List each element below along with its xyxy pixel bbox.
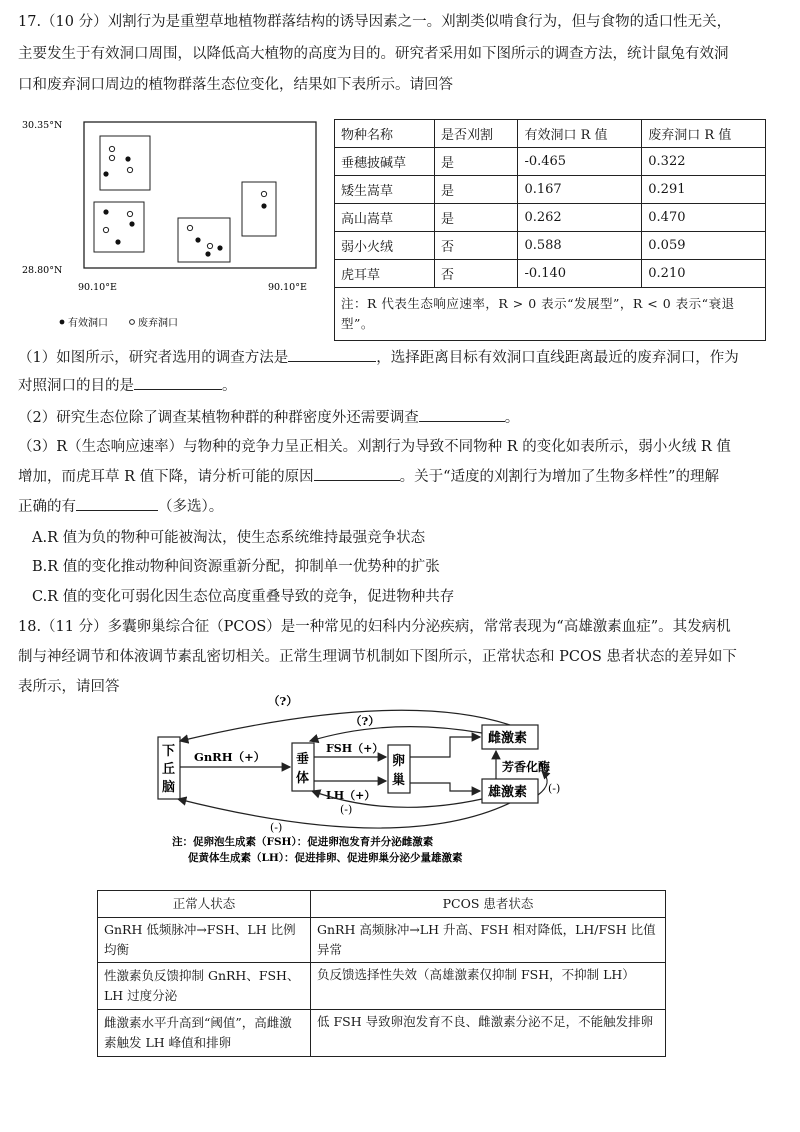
table-cell: 高山嵩草	[335, 204, 435, 232]
abandoned-hole	[109, 155, 114, 160]
outer-negative-label: (-)	[270, 821, 283, 834]
table-row	[335, 260, 766, 288]
table-cell: -0.465	[518, 148, 642, 176]
table-header-row	[335, 120, 766, 148]
legend-abandoned-label: 废弃洞口	[138, 318, 178, 329]
table-cell: 否	[434, 260, 517, 288]
table-cell: 是	[434, 148, 517, 176]
legend-effective-label: 有效洞口	[68, 318, 108, 329]
aromatase-neg-label: (-)	[548, 782, 561, 795]
q18-intro-line-3: 表所示，请回答	[18, 679, 120, 695]
table-cell: 低 FSH 导致卵泡发育不良、雌激素分泌不足，不能触发排卵	[311, 1010, 666, 1057]
q17-intro-line-2: 主要发生于有效洞口周围，以降低高大植物的高度为目的。研究者采用如下图所示的调查方法，统计鼠兔有效洞	[18, 46, 729, 62]
abandoned-hole	[207, 243, 212, 248]
q17-sub1-text-a: （1）如图所示，研究者选用的调查方法是	[18, 350, 289, 366]
answer-blank[interactable]	[76, 496, 158, 511]
ovary-char-2: 巢	[392, 773, 406, 788]
table-cell: 雌激素水平升高到“阈值”，高雌激素触发 LH 峰值和排卵	[98, 1010, 311, 1057]
table-header-cell: 物种名称	[335, 120, 435, 148]
lh-label: LH（+）	[326, 789, 376, 802]
option-a: A.R 值为负的物种可能被淘汰，使生态系统维持最强竞争状态	[32, 530, 426, 546]
abandoned-hole	[127, 211, 132, 216]
outer-question-label: （?）	[268, 695, 298, 708]
aromatase-label: 芳香化酶	[502, 760, 551, 774]
diagram-note-2: 促黄体生成素（LH）：促进排卵、促进卵巢分泌少量雄激素	[188, 852, 463, 864]
effective-hole	[103, 171, 108, 176]
table-cell: 负反馈选择性失效（高雄激素仅抑制 FSH，不抑制 LH）	[311, 963, 666, 1010]
q18-intro-line-1: 18.（11 分）多囊卵巢综合征（PCOS）是一种常见的妇科内分泌疾病，常常表现为“高雄激素血症”。其发病机	[18, 619, 731, 635]
table-cell: 是	[434, 204, 517, 232]
table-cell: 0.322	[642, 148, 766, 176]
gnrh-label: GnRH（+）	[194, 750, 266, 764]
table-cell: GnRH 低频脉冲→FSH、LH 比例均衡	[98, 918, 311, 963]
q17-sub1-line-2	[18, 375, 237, 396]
table-cell: 矮生嵩草	[335, 176, 435, 204]
plot-quadrat-3	[178, 218, 230, 262]
plot-quadrat-2	[94, 202, 144, 252]
q17-sub1-text-b: ，选择距离目标有效洞口直线距离最近的废弃洞口，作为	[376, 350, 739, 366]
inner-negative-label: (-)	[340, 803, 353, 816]
abandoned-hole	[127, 167, 132, 172]
table-row	[335, 232, 766, 260]
table-cell: 0.470	[642, 204, 766, 232]
answer-blank[interactable]	[288, 347, 376, 362]
normal-vs-pcos-table	[97, 890, 666, 1057]
q17-intro-line-1: 17.（10 分）刈割行为是重塑草地植物群落结构的诱导因素之一。刈割类似啃食行为，但与食物的适口性无关，	[18, 14, 732, 30]
table-cell: 垂穗披碱草	[335, 148, 435, 176]
abandoned-hole	[103, 227, 108, 232]
q17-sub3-text-e: （多选）。	[158, 499, 224, 515]
table-cell: 0.210	[642, 260, 766, 288]
table-cell: GnRH 高频脉冲→LH 升高、FSH 相对降低，LH/FSH 比值异常	[311, 918, 666, 963]
table-cell: 0.588	[518, 232, 642, 260]
table-note: 注：R 代表生态响应速率，R > 0 表示“发展型”，R < 0 表示“衰退型”。	[335, 288, 766, 341]
table-header-cell: 废弃洞口 R 值	[642, 120, 766, 148]
table-cell: 否	[434, 232, 517, 260]
q17-sub3-line-1: （3）R（生态响应速率）与物种的竞争力呈正相关。刈割行为导致不同物种 R 的变化如表所示，弱小火绒 R 值	[18, 439, 731, 455]
answer-blank[interactable]	[419, 407, 505, 422]
lat-bottom-label: 28.80°N	[22, 265, 63, 276]
effective-hole	[103, 209, 108, 214]
inner-question-label: （?）	[350, 714, 380, 728]
legend-effective-dot	[60, 320, 65, 325]
answer-blank[interactable]	[134, 375, 222, 390]
q17-sub3-line-3	[18, 496, 223, 517]
table-row	[98, 1010, 666, 1057]
table-note-row	[335, 288, 766, 341]
table-header-cell: PCOS 患者状态	[311, 891, 666, 918]
fsh-label: FSH（+）	[326, 742, 384, 755]
plot-quadrat-4	[242, 182, 276, 236]
q17-intro-line-3: 口和废弃洞口周边的植物群落生态位变化，结果如下表所示。请回答	[18, 77, 453, 93]
table-header-cell: 正常人状态	[98, 891, 311, 918]
lon-left-label: 90.10°E	[78, 282, 117, 293]
abandoned-hole	[261, 191, 266, 196]
q18-intro-line-2: 制与神经调节和体液调节素乱密切相关。正常生理调节机制如下图所示，正常状态和 PCOS 患者状态的差异如下	[18, 649, 737, 665]
table-cell: -0.140	[518, 260, 642, 288]
effective-hole	[217, 245, 222, 250]
q17-sub2-text-b: 。	[504, 410, 520, 426]
q17-sub3-line-2	[18, 466, 719, 487]
abandoned-hole	[109, 146, 114, 151]
ovary-char-1: 卵	[392, 754, 406, 769]
abandoned-hole	[187, 225, 192, 230]
hypothalamus-char-3: 脑	[162, 780, 176, 795]
effective-hole	[115, 239, 120, 244]
androgen-label: 雄激素	[488, 785, 528, 800]
lon-right-label: 90.10°E	[268, 282, 307, 293]
q17-sub1-text-d: 。	[222, 378, 237, 394]
table-row	[335, 204, 766, 232]
table-cell: 0.291	[642, 176, 766, 204]
lat-top-label: 30.35°N	[22, 120, 63, 131]
table-cell: 0.059	[642, 232, 766, 260]
species-r-value-table	[334, 119, 766, 341]
option-c: C.R 值的变化可弱化因生态位高度重叠导致的竞争，促进物种共存	[32, 589, 455, 605]
table-cell: 0.167	[518, 176, 642, 204]
table-cell: 0.262	[518, 204, 642, 232]
table-row	[98, 963, 666, 1010]
estrogen-label: 雌激素	[488, 731, 528, 746]
option-b: B.R 值的变化推动物种间资源重新分配，抑制单一优势种的扩张	[32, 559, 440, 575]
pituitary-char-2: 体	[296, 771, 310, 786]
table-row	[335, 148, 766, 176]
survey-map-svg	[20, 112, 320, 342]
hypothalamus-char-1: 下	[162, 744, 176, 759]
table-cell: 是	[434, 176, 517, 204]
effective-hole	[195, 237, 200, 242]
diagram-note-1: 注：促卵泡生成素（FSH）：促进卵泡发育并分泌雌激素	[172, 836, 434, 848]
map-frame	[84, 122, 316, 268]
q17-sub1-line-1	[18, 347, 739, 368]
table-header-cell: 有效洞口 R 值	[518, 120, 642, 148]
table-header-cell: 是否刈割	[434, 120, 517, 148]
q17-sub2-line	[18, 407, 519, 428]
hormone-regulation-diagram	[150, 695, 590, 870]
effective-hole	[129, 221, 134, 226]
effective-hole	[205, 251, 210, 256]
q17-sub2-text-a: （2）研究生态位除了调查某植物种群的种群密度外还需要调查	[18, 410, 419, 426]
q17-sub3-text-c: 。关于“适度的刈割行为增加了生物多样性”的理解	[399, 469, 719, 485]
table-row	[335, 176, 766, 204]
hypothalamus-char-2: 丘	[162, 762, 176, 777]
table-header-row	[98, 891, 666, 918]
effective-hole	[261, 203, 266, 208]
table-row	[98, 918, 666, 963]
q17-sub1-text-c: 对照洞口的目的是	[18, 378, 134, 394]
answer-blank[interactable]	[314, 466, 400, 481]
hormone-diagram-svg	[150, 695, 590, 870]
survey-map-figure	[20, 112, 320, 342]
effective-hole	[125, 156, 130, 161]
q17-sub3-text-b: 增加，而虎耳草 R 值下降，请分析可能的原因	[18, 469, 314, 485]
table-cell: 弱小火绒	[335, 232, 435, 260]
pituitary-char-1: 垂	[296, 752, 310, 767]
plot-quadrat-1	[100, 136, 150, 190]
table-cell: 虎耳草	[335, 260, 435, 288]
legend-abandoned-dot	[130, 320, 135, 325]
table-cell: 性激素负反馈抑制 GnRH、FSH、LH 过度分泌	[98, 963, 311, 1010]
q17-sub3-text-d: 正确的有	[18, 499, 76, 515]
